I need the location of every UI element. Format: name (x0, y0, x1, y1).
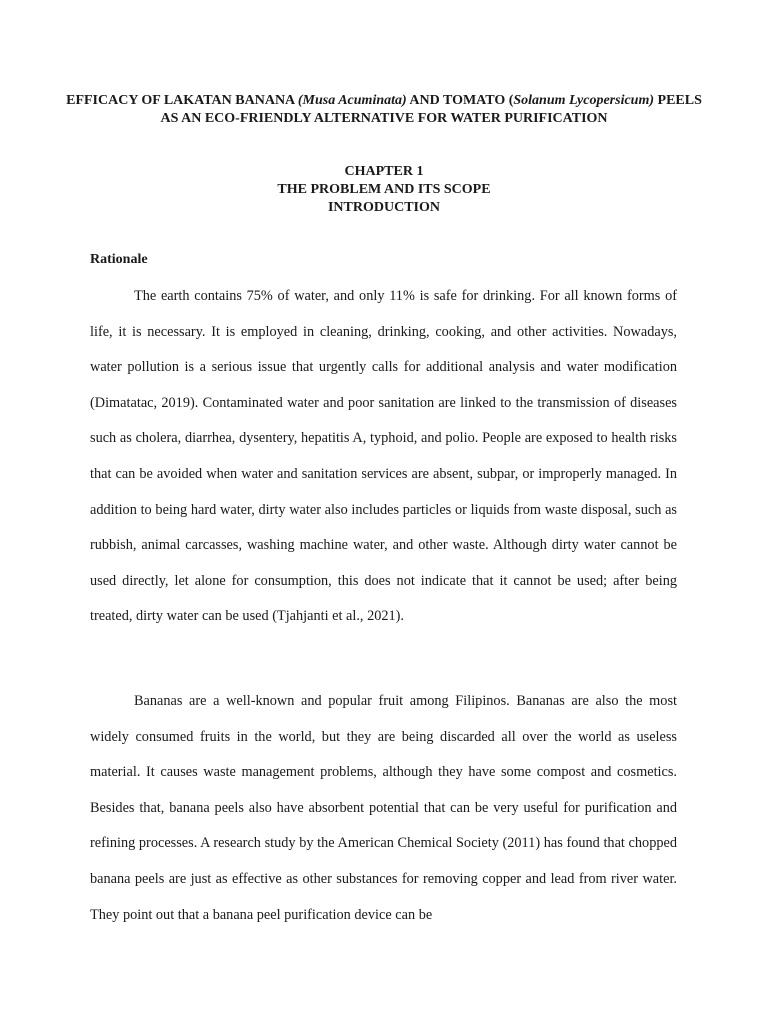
title-part-3: PEELS AS AN ECO-FRIENDLY ALTERNATIVE FOR WATER PURIFICATION (160, 93, 702, 126)
body-paragraph: The earth contains 75% of water, and only 11% is safe for drinking. For all known forms of life, it is necessary. It is employed in cleaning, drinking, cooking, and other activities. Nowadays, water pollution is a serious issue that urgently calls for additional analysis and water modification (Dimatatac, 2019). Contaminated water and poor sanitation are linked to the transmission of diseases such as cholera, diarrhea, dysentery, hepatitis A, typhoid, and polio. People are exposed to health risks that can be avoided when water and sanitation services are absent, subpar, or improperly managed. In addition to being hard water, dirty water also includes particles or liquids from waste disposal, such as rubbish, animal carcasses, washing machine water, and other waste. Although dirty water cannot be used directly, let alone for consumption, this does not indicate that it cannot be used; after being treated, dirty water can be used (Tjahjanti et al., 2021). (90, 288, 677, 625)
chapter-label: CHAPTER 1 (344, 164, 424, 179)
document-title (60, 92, 708, 128)
title-part-1: EFFICACY OF LAKATAN BANANA (66, 93, 298, 108)
title-scientific-name-tomato: Solanum Lycopersicum) (513, 93, 655, 108)
body-paragraph: Bananas are a well-known and popular fruit among Filipinos. Bananas are also the most widely consumed fruits in the world, but they are being discarded all over the world as useless material. It causes waste management problems, although they have some compost and cosmetics. Besides that, banana peels also have absorbent potential that can be very useful for purification and refining processes. A research study by the American Chemical Society (2011) has found that chopped banana peels are just as effective as other substances for removing copper and lead from river water. They point out that a banana peel purification device can be (90, 693, 677, 923)
title-scientific-name-banana: (Musa Acuminata) (297, 93, 407, 108)
title-part-2: AND TOMATO ( (406, 93, 514, 108)
chapter-title: THE PROBLEM AND ITS SCOPE (277, 182, 491, 197)
section-heading-rationale: Rationale (90, 252, 148, 267)
chapter-heading (60, 163, 708, 217)
chapter-subtitle: INTRODUCTION (327, 200, 440, 215)
